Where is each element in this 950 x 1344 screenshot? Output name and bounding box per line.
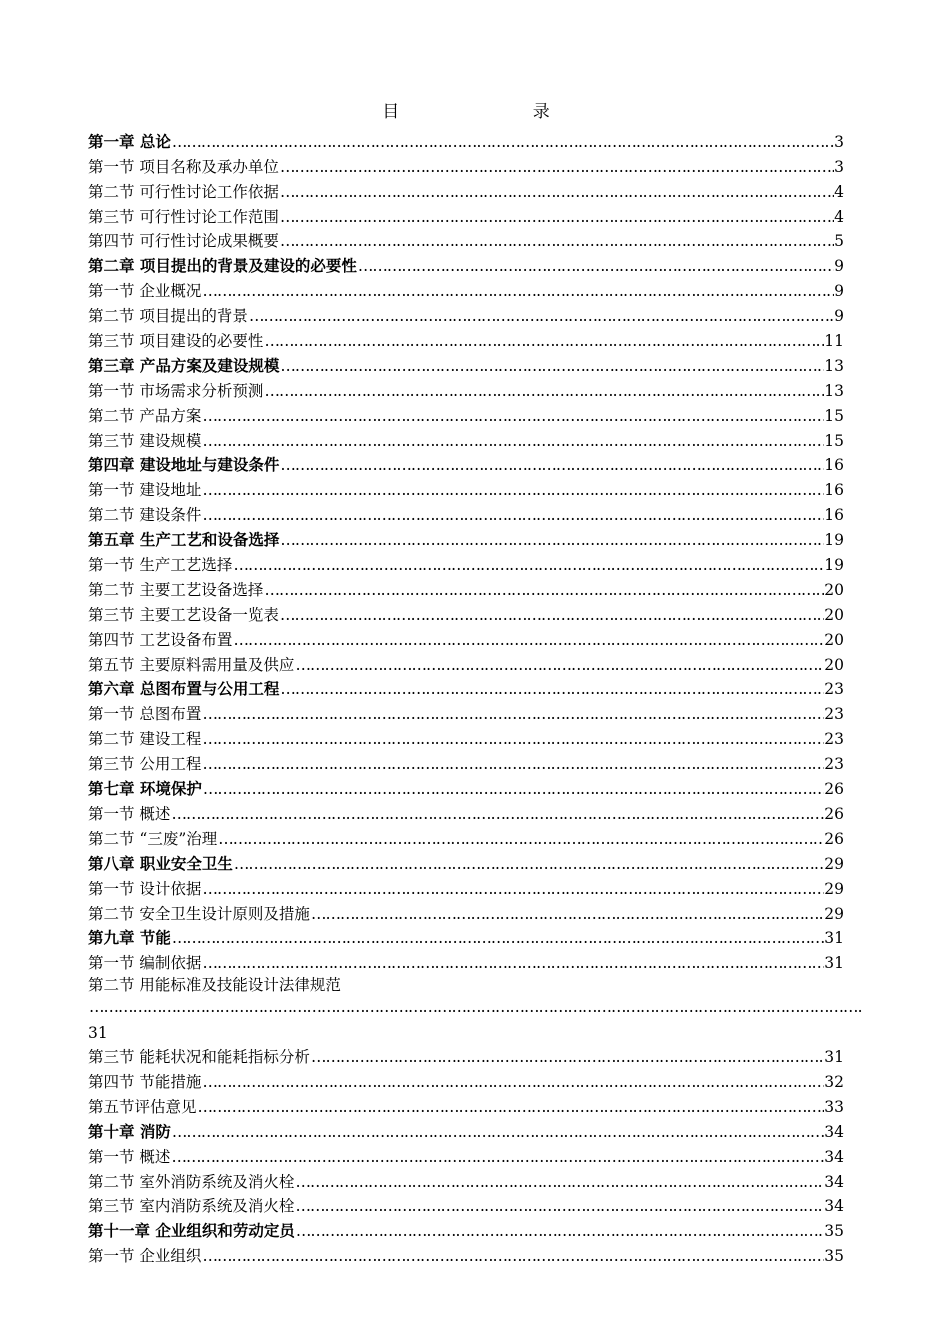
- toc-leader-dots: [233, 853, 824, 875]
- toc-leader-dots: [201, 703, 824, 725]
- toc-leader-dots: [310, 903, 824, 925]
- toc-leader-dots: [294, 1171, 824, 1193]
- toc-page-number: 4: [834, 182, 844, 201]
- toc-page-number: 26: [824, 804, 844, 823]
- toc-leader-dots: [294, 1195, 824, 1217]
- toc-entry-label: 第六章 总图布置与公用工程: [88, 679, 280, 699]
- toc-page-number: 20: [824, 605, 844, 624]
- toc-page-number: 29: [824, 854, 844, 873]
- toc-page-number: 4: [834, 207, 844, 226]
- toc-page-number: 23: [824, 680, 844, 699]
- toc-page-number: 19: [824, 556, 844, 575]
- toc-section-entry[interactable]: [88, 501, 844, 526]
- toc-entry-label: 第二节 产品方案: [88, 406, 202, 425]
- toc-entry-label: 第三节 室内消防系统及消火栓: [88, 1197, 295, 1216]
- toc-entry-label: 第一节 概述: [88, 804, 171, 823]
- toc-chapter-entry[interactable]: [88, 775, 844, 800]
- toc-page-number: 26: [824, 780, 844, 799]
- toc-page-number: 29: [824, 879, 844, 898]
- toc-leader-dots: [201, 504, 824, 526]
- toc-leader-dots: [201, 1071, 824, 1093]
- toc-leader-dots: [171, 131, 834, 153]
- toc-section-entry[interactable]: [88, 601, 844, 626]
- toc-section-entry[interactable]: [88, 178, 844, 203]
- toc-page-number: 20: [824, 580, 844, 599]
- toc-section-entry[interactable]: [88, 277, 844, 302]
- toc-leader-dots: [295, 1220, 824, 1242]
- toc-leader-dots: [357, 255, 834, 277]
- toc-title: 目 录: [382, 102, 614, 122]
- toc-entry-label: 第一节 概述: [88, 1147, 171, 1166]
- toc-chapter-entry[interactable]: [88, 850, 844, 875]
- toc-chapter-entry[interactable]: [88, 452, 844, 477]
- toc-entry-label: 第九章 节能: [88, 928, 171, 948]
- toc-section-entry[interactable]: [88, 327, 844, 352]
- toc-entry-label: 第二节 室外消防系统及消火栓: [88, 1172, 295, 1191]
- toc-leader-dots: [279, 156, 834, 178]
- toc-entry-label: 第一节 总图布置: [88, 705, 202, 724]
- toc-page-number: 16: [824, 481, 844, 500]
- toc-entry-label: 第一节 编制依据: [88, 954, 202, 973]
- toc-entry-label: 第二节 可行性讨论工作依据: [88, 182, 279, 201]
- toc-leader-dots: [170, 803, 824, 825]
- toc-entry-label: 第十一章 企业组织和劳动定员: [88, 1221, 295, 1241]
- toc-page-number: 33: [824, 1097, 844, 1116]
- table-of-contents: [88, 128, 844, 1267]
- toc-chapter-entry[interactable]: [88, 676, 844, 701]
- toc-entry-label: 第七章 环境保护: [88, 779, 202, 799]
- toc-page-number: 15: [824, 406, 844, 425]
- toc-page-number: 34: [824, 1172, 844, 1191]
- toc-section-entry[interactable]: [88, 1143, 844, 1168]
- toc-section-entry[interactable]: [88, 900, 844, 925]
- toc-leader-dots: [197, 1096, 825, 1118]
- toc-page-number: 23: [824, 705, 844, 724]
- toc-page-number: 16: [824, 456, 844, 475]
- toc-page-number: 31: [824, 1048, 844, 1067]
- toc-leader-dots: [201, 878, 824, 900]
- toc-section-entry[interactable]: [88, 377, 844, 402]
- toc-entry-label: 第三章 产品方案及建设规模: [88, 355, 280, 375]
- toc-page-number: 9: [834, 257, 844, 276]
- toc-chapter-entry[interactable]: [88, 925, 844, 950]
- toc-entry-label: 第三节 可行性讨论工作范围: [88, 207, 279, 226]
- toc-section-entry[interactable]: [88, 1093, 844, 1118]
- toc-entry-label: 第三节 主要工艺设备一览表: [88, 605, 279, 624]
- toc-entry-label: 第一节 市场需求分析预测: [88, 381, 264, 400]
- toc-entry-label: 第一节 项目名称及承办单位: [88, 157, 279, 176]
- toc-entry-label: 第三节 公用工程: [88, 755, 202, 774]
- toc-section-entry[interactable]: [88, 800, 844, 825]
- toc-section-entry[interactable]: [88, 153, 844, 178]
- toc-entry-label: 第二节 “三废”治理: [88, 829, 218, 848]
- toc-page-number: 15: [824, 431, 844, 450]
- toc-section-entry[interactable]: [88, 949, 844, 974]
- toc-section-entry[interactable]: [88, 700, 844, 725]
- toc-leader-dots: [171, 927, 824, 949]
- toc-section-entry[interactable]: [88, 1193, 844, 1218]
- toc-leader-dots: [202, 778, 824, 800]
- toc-page-number: 23: [824, 730, 844, 749]
- toc-section-entry[interactable]: [88, 626, 844, 651]
- toc-section-entry[interactable]: [88, 725, 844, 750]
- toc-leader-dots: [263, 380, 824, 402]
- toc-section-entry[interactable]: [88, 476, 844, 501]
- toc-leader-dots: [279, 604, 824, 626]
- toc-entry-label: 第二章 项目提出的背景及建设的必要性: [88, 256, 357, 276]
- toc-leader-dots: [201, 280, 834, 302]
- toc-page-number: 29: [824, 904, 844, 923]
- toc-entry-label: 第五章 生产工艺和设备选择: [88, 530, 280, 550]
- toc-leader-dots: [201, 952, 824, 974]
- toc-page-number: 23: [824, 755, 844, 774]
- toc-leader-dots: [171, 1121, 824, 1143]
- toc-entry-label: 第四节 节能措施: [88, 1072, 202, 1091]
- toc-entry-label: 第二节 建设条件: [88, 506, 202, 525]
- toc-page-number: 35: [824, 1222, 844, 1241]
- toc-section-entry[interactable]: [88, 427, 844, 452]
- toc-chapter-entry[interactable]: [88, 1118, 844, 1143]
- toc-leader-dots: [279, 678, 824, 700]
- toc-leader-dots: [88, 996, 864, 1018]
- toc-page-number: 34: [824, 1122, 844, 1141]
- toc-leader-dots: [279, 454, 824, 476]
- toc-entry-label: 第二节 项目提出的背景: [88, 307, 248, 326]
- toc-section-entry[interactable]: [88, 1068, 844, 1093]
- toc-leader-dots: [201, 728, 824, 750]
- toc-section-entry[interactable]: [88, 203, 844, 228]
- toc-page-number: 13: [824, 381, 844, 400]
- toc-leader-dots: [201, 430, 824, 452]
- toc-section-entry[interactable]: [88, 576, 844, 601]
- toc-entry-label: 第十章 消防: [88, 1121, 171, 1141]
- toc-entry-label: 第八章 职业安全卫生: [88, 853, 233, 873]
- toc-section-entry[interactable]: [88, 1043, 844, 1068]
- toc-section-entry[interactable]: [88, 651, 844, 676]
- toc-page-number: 31: [88, 1024, 108, 1043]
- toc-page-number: 31: [824, 929, 844, 948]
- toc-leader-dots: [263, 330, 824, 352]
- toc-page-number: 32: [824, 1072, 844, 1091]
- toc-page-number: 13: [824, 356, 844, 375]
- toc-page-number: 19: [824, 531, 844, 550]
- toc-leader-dots: [217, 828, 824, 850]
- toc-section-entry[interactable]: [88, 1242, 844, 1267]
- toc-entry-label: 第二节 用能标准及技能设计法律规范: [88, 976, 341, 995]
- toc-leader-dots: [232, 554, 824, 576]
- toc-leader-dots: [201, 753, 824, 775]
- toc-chapter-entry[interactable]: [88, 1217, 844, 1242]
- toc-page-number: 5: [834, 232, 844, 251]
- toc-entry-label: 第三节 建设规模: [88, 431, 202, 450]
- toc-entry-label: 第五节 主要原料需用量及供应: [88, 655, 295, 674]
- toc-page-number: 20: [824, 630, 844, 649]
- toc-leader-dots: [279, 181, 834, 203]
- toc-leader-dots: [201, 479, 824, 501]
- toc-page-number: 26: [824, 829, 844, 848]
- toc-entry-label: 第一节 企业概况: [88, 282, 202, 301]
- toc-section-entry[interactable]: [88, 402, 844, 427]
- toc-page-number: 34: [824, 1147, 844, 1166]
- toc-leader-dots: [279, 230, 834, 252]
- toc-page-number: 34: [824, 1197, 844, 1216]
- toc-page-number: 11: [824, 332, 844, 351]
- toc-entry-label: 第一节 企业组织: [88, 1247, 202, 1266]
- toc-leader-dots: [279, 355, 824, 377]
- toc-section-entry[interactable]: [88, 974, 844, 1043]
- toc-entry-label: 第二节 安全卫生设计原则及措施: [88, 904, 310, 923]
- toc-page-number: 16: [824, 506, 844, 525]
- toc-page-number: 31: [824, 954, 844, 973]
- toc-entry-label: 第四节 可行性讨论成果概要: [88, 232, 279, 251]
- toc-page-number: 3: [834, 132, 844, 151]
- toc-leader-dots: [201, 405, 824, 427]
- toc-page-number: 3: [834, 157, 844, 176]
- toc-leader-dots: [310, 1046, 824, 1068]
- toc-leader-dots: [279, 529, 824, 551]
- toc-chapter-entry[interactable]: [88, 526, 844, 551]
- toc-entry-label: 第五节评估意见: [88, 1097, 197, 1116]
- toc-section-entry[interactable]: [88, 302, 844, 327]
- toc-entry-label: 第二节 建设工程: [88, 730, 202, 749]
- toc-entry-label: 第二节 主要工艺设备选择: [88, 580, 264, 599]
- toc-page-number: 9: [834, 307, 844, 326]
- toc-chapter-entry[interactable]: [88, 352, 844, 377]
- toc-leader-dots: [232, 629, 824, 651]
- toc-entry-label: 第一节 设计依据: [88, 879, 202, 898]
- toc-page-number: 9: [834, 282, 844, 301]
- document-page: [88, 100, 844, 1267]
- toc-entry-label: 第一章 总论: [88, 131, 171, 151]
- toc-leader-dots: [279, 206, 834, 228]
- toc-leader-dots: [294, 654, 824, 676]
- toc-page-number: 20: [824, 655, 844, 674]
- toc-section-entry[interactable]: [88, 551, 844, 576]
- toc-section-entry[interactable]: [88, 1168, 844, 1193]
- toc-entry-label: 第三节 能耗状况和能耗指标分析: [88, 1048, 310, 1067]
- toc-leader-dots: [170, 1146, 824, 1168]
- toc-leader-dots: [248, 305, 834, 327]
- toc-entry-label: 第一节 建设地址: [88, 481, 202, 500]
- toc-section-entry[interactable]: [88, 750, 844, 775]
- toc-leader-dots: [263, 579, 824, 601]
- toc-section-entry[interactable]: [88, 228, 844, 253]
- toc-leader-dots: [201, 1245, 824, 1267]
- toc-section-entry[interactable]: [88, 825, 844, 850]
- toc-entry-label: 第四章 建设地址与建设条件: [88, 455, 280, 475]
- toc-entry-label: 第四节 工艺设备布置: [88, 630, 233, 649]
- toc-entry-label: 第一节 生产工艺选择: [88, 556, 233, 575]
- toc-entry-label: 第三节 项目建设的必要性: [88, 332, 264, 351]
- toc-page-number: 35: [824, 1247, 844, 1266]
- toc-chapter-entry[interactable]: [88, 128, 844, 153]
- toc-chapter-entry[interactable]: [88, 252, 844, 277]
- toc-section-entry[interactable]: [88, 875, 844, 900]
